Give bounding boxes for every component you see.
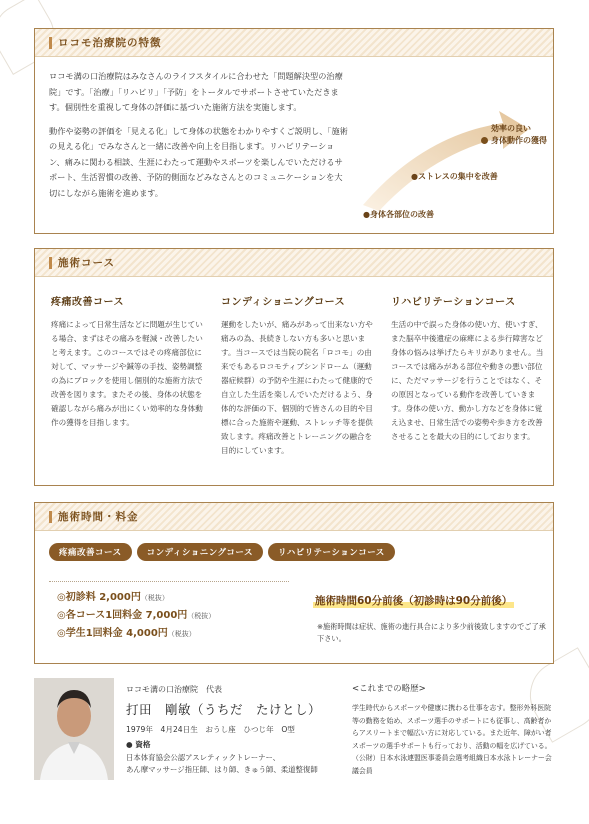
pill-conditioning: コンディショニングコース xyxy=(137,543,263,561)
features-header xyxy=(35,29,553,57)
career-history xyxy=(352,682,557,777)
point-efficient-line2 xyxy=(481,135,547,147)
courses-section xyxy=(34,248,554,486)
treatment-time-note: ※施術時間は症状、施術の進行具合により多少前後致しますのでご了承下さい。 xyxy=(317,622,546,643)
director-profile xyxy=(126,684,336,776)
course-name: コンディショニングコース xyxy=(221,297,346,308)
improvement-arrow-graphic xyxy=(353,65,553,225)
features-section xyxy=(34,28,554,234)
price-label: ◎各コース1回料金 7,000円 xyxy=(57,610,188,621)
course-name: 疼痛改善コース xyxy=(51,297,124,308)
bullet-icon xyxy=(481,137,488,144)
courses-title: 施術コース xyxy=(49,257,115,269)
point-efficient-movement xyxy=(481,123,547,147)
course-pain xyxy=(51,293,206,430)
pricing-title: 施術時間・料金 xyxy=(49,511,139,523)
director-name: 打田 剛敏（うちだ たけとし） xyxy=(126,702,322,717)
price-label: ◎初診料 2,000円 xyxy=(57,592,141,603)
price-row-student xyxy=(57,625,215,643)
features-text xyxy=(49,69,349,209)
course-description: 運動をしたいが、痛みがあって出来ない方や痛みの為、長続きしない方も多いと思います。当コースでは当院の院名「ロコモ」の由来でもあるロコモティブシンドローム（運動器症候群）の予防や生涯にわたって健康的で自立した生活を楽しんでいただけるよう、身体的な評価の下、個別的で皆さんの目的や目標に合った施術や運動、ストレッチ等を提供致します。疼痛改善とトレーニングの融合を目的にしています。 xyxy=(221,320,373,455)
person-icon xyxy=(34,678,114,780)
point-body-parts: ●身体各部位の改善 xyxy=(363,210,434,219)
pill-rehabilitation: リハビリテーションコース xyxy=(268,543,395,561)
point-efficient-line2-text: 身体動作の獲得 xyxy=(491,136,547,145)
tax-note: （税抜） xyxy=(140,594,169,602)
pricing-section xyxy=(34,502,554,664)
features-title: ロコモ治療院の特徴 xyxy=(49,37,162,49)
pill-pain: 疼痛改善コース xyxy=(49,543,132,561)
treatment-time: 施術時間60分前後（初診時は90分前後） xyxy=(315,595,513,607)
course-description: 生活の中で誤った身体の使い方、使いすぎ、また脳卒中後遺症の麻痺による歩行障害など身体の悩みは挙げたらキリがありません。当コースでは痛みがある部位や動きの悪い部位に、ただマッサージを行うことではなく、その原因となっている動作を改善していきます。身体の使い方、動かし方などを身体に覚え込ませ、日常生活での姿勢や歩き方を改善させることを最大の目的にしております。 xyxy=(391,320,544,441)
price-row-first-visit xyxy=(57,589,215,607)
course-description: 疼痛によって日常生活などに問題が生じている場合、まずはその痛みを軽減・改善したいと考えます。このコースではその疼痛部位に対して、マッサージや鍼等の手技、姿勢調整の為にブロックを使用し個別的な施術方法で改善を図ります。またその後、身体の状態を確認しながら痛みが出にくい効率的な身体動作の獲得を目指します。 xyxy=(51,320,203,427)
history-body: 学生時代からスポーツや健康に携わる仕事を志す。整形外科医院等の勤務を始め、スポーツ選手のサポートにも従事し、高齢者からアスリートまで幅広い方に対応している。また近年、障がい者スポーツの選手サポートも行っており、活動の幅を広げている。（公財）日本水泳連盟医事委員会選考組織日本水泳トレーナー会議会員 xyxy=(352,704,552,775)
point-stress: ●ストレスの集中を改善 xyxy=(411,172,498,181)
tax-note: （税抜） xyxy=(187,612,216,620)
features-paragraph-2: 動作や姿勢の評価を「見える化」して身体の状態をわかりやすくご説明し、「施術の見える化」でみなさんと一緒に改善や向上を目指します。リハビリテーション、痛みに関わる相談、生涯にわたって運動やスポーツを楽しんでいただけるサポート、生活習慣の改善、予防的側面などみなさんとのコミュニケーションを大切にしながら施術を進めます。 xyxy=(49,125,348,198)
tax-note: （税抜） xyxy=(167,630,196,638)
director-role: ロコモ溝の口治療院 代表 xyxy=(126,685,222,694)
history-title: <これまでの略歴> xyxy=(352,684,426,694)
course-rehabilitation xyxy=(391,293,546,444)
pricing-header xyxy=(35,503,553,531)
divider xyxy=(49,581,289,582)
course-name: リハビリテーションコース xyxy=(391,297,516,308)
qualification-line-1: 日本体育協会公認アスレティックトレーナー、 xyxy=(126,753,281,762)
director-birth: 1979年 4月24日生 おうし座 ひつじ年 O型 xyxy=(126,725,295,734)
price-list xyxy=(57,589,215,643)
point-efficient-line1: 効率の良い xyxy=(491,124,531,133)
price-row-course xyxy=(57,607,215,625)
courses-header xyxy=(35,249,553,277)
features-paragraph-1: ロコモ溝の口治療院はみなさんのライフスタイルに合わせた「問題解決型の治療院」です。「治療」「リハビリ」「予防」をトータルでサポートさせていただきます。個別性を重視して身体の評価に基づいた施術方法を実施します。 xyxy=(49,71,343,112)
qualification-line-2: あん摩マッサージ指圧師、はり師、きゅう師、柔道整復師 xyxy=(126,765,318,774)
qualification-heading: ● 資格 xyxy=(126,740,151,749)
price-label: ◎学生1回料金 4,000円 xyxy=(57,628,168,639)
course-pills xyxy=(49,543,395,561)
course-conditioning xyxy=(221,293,376,458)
director-photo xyxy=(34,678,114,780)
